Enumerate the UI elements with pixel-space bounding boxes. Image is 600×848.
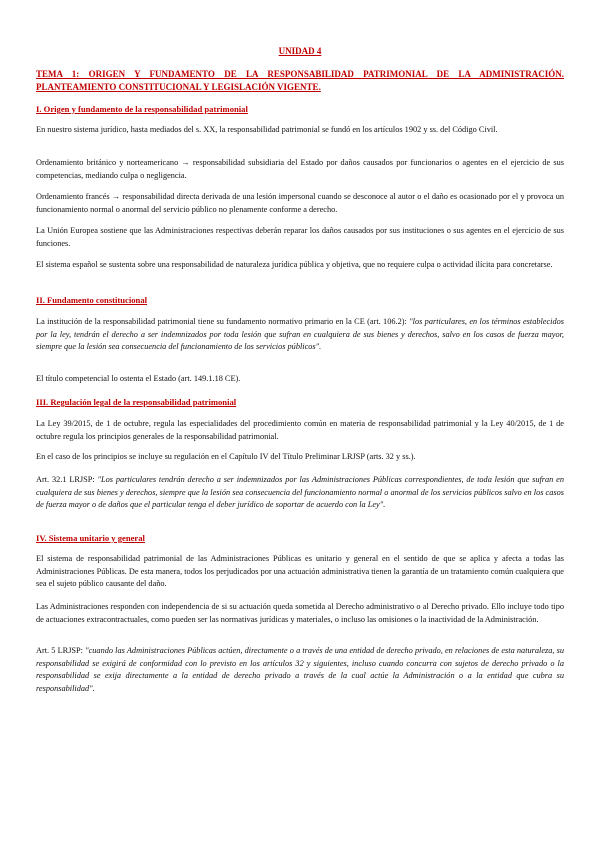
section-1-heading: I. Origen y fundamento de la responsabilidad patrimonial (36, 104, 248, 114)
section-2-paragraph-1 (36, 316, 564, 354)
section-3-paragraph-3-quote: "Los particulares tendrán derecho a ser indemnizados por las Administraciones Públicas correspondientes, de toda lesión que sufran en cualquiera de sus bienes y derechos, siempre que la lesión sea consecuencia del funcionamiento normal o anormal de los servicios públicos salvo en los casos de fuerza mayor o de daños que el particular tenga el deber jurídico de soportar de acuerdo con la Ley". (36, 475, 564, 509)
unit-title: UNIDAD 4 (278, 46, 322, 56)
section-4-heading: IV. Sistema unitario y general (36, 533, 145, 543)
topic-title: TEMA 1: ORIGEN Y FUNDAMENTO DE LA RESPONSABILIDAD PATRIMONIAL DE LA ADMINISTRACIÓN. PLANTEAMIENTO CONSTITUCIONAL Y LEGISLACIÓN VIGENTE. (36, 69, 564, 92)
section-3-paragraph-1: La Ley 39/2015, de 1 de octubre, regula las especialidades del procedimiento común en materia de responsabilidad patrimonial y la Ley 40/2015, de 1 de octubre regula los principios generales de la responsabilidad patrimonial. (36, 419, 564, 441)
section-4-paragraph-3 (36, 645, 564, 695)
section-4-paragraph-1: El sistema de responsabilidad patrimonial de las Administraciones Públicas es unitario y general en el sentido de que se aplica y afecta a todas las Administraciones Públicas. De esta manera, todos los perjudicados por una actuación administrativa tienen la garantía de un tratamiento común cualquiera que sea el sujeto público causante del daño. (36, 554, 564, 588)
section-2-heading: II. Fundamento constitucional (36, 295, 148, 305)
section-1-paragraph-5: El sistema español se sustenta sobre una responsabilidad de naturaleza jurídica pública y objetiva, que no requiere culpa o actividad ilícita para concretarse. (36, 260, 553, 269)
section-2-paragraph-1-lead: La institución de la responsabilidad patrimonial tiene su fundamento normativo primario en la CE (art. 106.2): (36, 317, 410, 326)
section-3-heading: III. Regulación legal de la responsabilidad patrimonial (36, 397, 237, 407)
section-3-paragraph-2: En el caso de los principios se incluye su regulación en el Capítulo IV del Título Preliminar LRJSP (arts. 32 y ss.). (36, 452, 416, 461)
section-2-paragraph-2: El título competencial lo ostenta el Estado (art. 149.1.18 CE). (36, 374, 241, 383)
section-4-paragraph-3-lead: Art. 5 LRJSP: (36, 646, 86, 655)
section-2-paragraph-1-quote: "los particulares, en los términos establecidos por la ley, tendrán el derecho a ser indemnizados por toda lesión que sufran en cualquiera de sus bienes y derechos, salvo en los casos de fuerza mayor, siempre que la lesión sea consecuencia del funcionamiento de los servicios públicos". (36, 317, 564, 351)
section-4-paragraph-3-quote: "cuando las Administraciones Públicas actúen, directamente o a través de una entidad de derecho privado, en relaciones de esta naturaleza, su responsabilidad se exigirá de conformidad con lo previsto en los artículos 32 y siguientes, incluso cuando concurra con sujetos de derecho privado o la responsabilidad se exija directamente a la entidad de derecho privado a través de la cual actúe la Administración o a la entidad que cubra su responsabilidad". (36, 646, 564, 693)
section-1-paragraph-2: Ordenamiento británico y norteamericano → responsabilidad subsidiaria del Estado por daños causados por funcionarios o agentes en el ejercicio de sus competencias, mediando culpa o negligencia. (36, 158, 564, 180)
section-4-paragraph-2: Las Administraciones responden con independencia de si su actuación queda sometida al Derecho administrativo o al Derecho privado. Ello incluye todo tipo de actuaciones extracontractuales, como pueden ser las normativas jurídicas y materiales, o incluso las omisiones o la inactividad de la Administración. (36, 602, 564, 624)
section-1-paragraph-3: Ordenamiento francés → responsabilidad directa derivada de una lesión impersonal cuando se desconoce al autor o el daño es ocasionado por el y provoca un funcionamiento normal o anormal del servicio público no plenamente conforme a derecho. (36, 192, 564, 214)
section-3-paragraph-3-lead: Art. 32.1 LRJSP: (36, 475, 98, 484)
section-1-paragraph-1: En nuestro sistema jurídico, hasta mediados del s. XX, la responsabilidad patrimonial se fundó en los artículos 1902 y ss. del Código Civil. (36, 125, 498, 134)
section-1-paragraph-4: La Unión Europea sostiene que las Administraciones respectivas deberán reparar los daños causados por sus instituciones o sus agentes en el ejercicio de sus funciones. (36, 226, 564, 248)
section-3-paragraph-3 (36, 474, 564, 512)
